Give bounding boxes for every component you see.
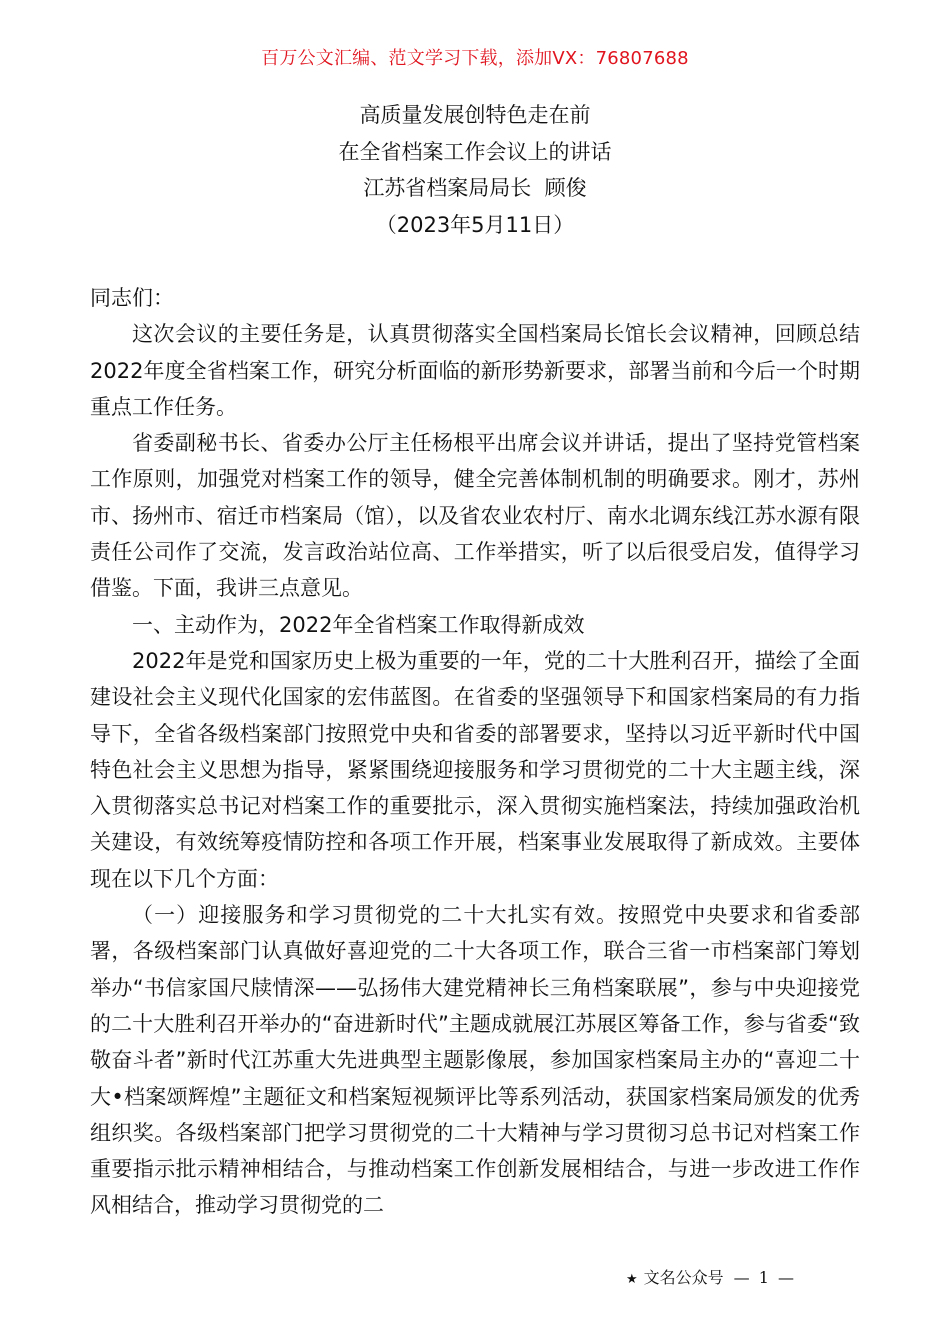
- paragraph: 2022年是党和国家历史上极为重要的一年，党的二十大胜利召开，描绘了全面建设社会主义现代化国家的宏伟蓝图。在省委的坚强领导下和国家档案局的有力指导下，全省各级档案部门按照党中央和省委的部署要求，坚持以习近平新时代中国特色社会主义思想为指导，紧紧围绕迎接服务和学习贯彻党的二十大主题主线，深入贯彻落实总书记对档案工作的重要批示，深入贯彻实施档案法，持续加强政治机关建设，有效统筹疫情防控和各项工作开展，档案事业发展取得了新成效。主要体现在以下几个方面：: [90, 648, 860, 891]
- footer-source: 文名公众号: [643, 1268, 724, 1287]
- paragraph: 省委副秘书长、省委办公厅主任杨根平出席会议并讲话，提出了坚持党管档案工作原则，加强党对档案工作的领导，健全完善体制机制的明确要求。刚才，苏州市、扬州市、宿迁市档案局（馆），以及省农业农村厅、南水北调东线江苏水源有限责任公司作了交流，发言政治站位高、工作举措实，听了以后很受启发，值得学习借鉴。下面，我讲三点意见。: [90, 431, 860, 601]
- page-footer: [626, 1267, 796, 1291]
- paragraph: 这次会议的主要任务是，认真贯彻落实全国档案局长馆长会议精神，回顾总结2022年度全省档案工作，研究分析面临的新形势新要求，部署当前和今后一个时期重点工作任务。: [90, 322, 860, 419]
- star-icon: ★: [626, 1272, 638, 1287]
- page-number: — 1 —: [733, 1268, 797, 1287]
- salutation: 同志们：: [90, 286, 174, 310]
- document-title: 高质量发展创特色走在前: [359, 103, 591, 127]
- speech-date: （2023年5月11日）: [375, 212, 575, 237]
- watermark-banner: 百万公文汇编、范文学习下载，添加VX：76807688: [261, 48, 689, 69]
- subsection-paragraph: （一）迎接服务和学习贯彻党的二十大扎实有效。按照党中央要求和省委部署，各级档案部门认真做好喜迎党的二十大各项工作，联合三省一市档案部门筹划举办“书信家国尺牍情深——弘扬伟大建党精神长三角档案联展”，参与中央迎接党的二十大胜利召开举办的“奋进新时代”主题成就展江苏展区筹备工作，参与省委“致敬奋斗者”新时代江苏重大先进典型主题影像展，参加国家档案局主办的“喜迎二十大•档案颂辉煌”主题征文和档案短视频评比等系列活动，获国家档案局颁发的优秀组织奖。各级档案部门把学习贯彻党的二十大精神与学习贯彻习总书记对档案工作重要指示批示精神相结合，与推动档案工作创新发展相结合，与进一步改进工作作风相结合，推动学习贯彻党的二: [90, 903, 860, 1218]
- speaker-line: 江苏省档案局局长 顾俊: [363, 176, 587, 200]
- document-subtitle: 在全省档案工作会议上的讲话: [338, 139, 612, 164]
- document-body: [90, 280, 860, 1224]
- title-block: [0, 97, 950, 243]
- section-heading: 一、主动作为，2022年全省档案工作取得新成效: [132, 612, 585, 637]
